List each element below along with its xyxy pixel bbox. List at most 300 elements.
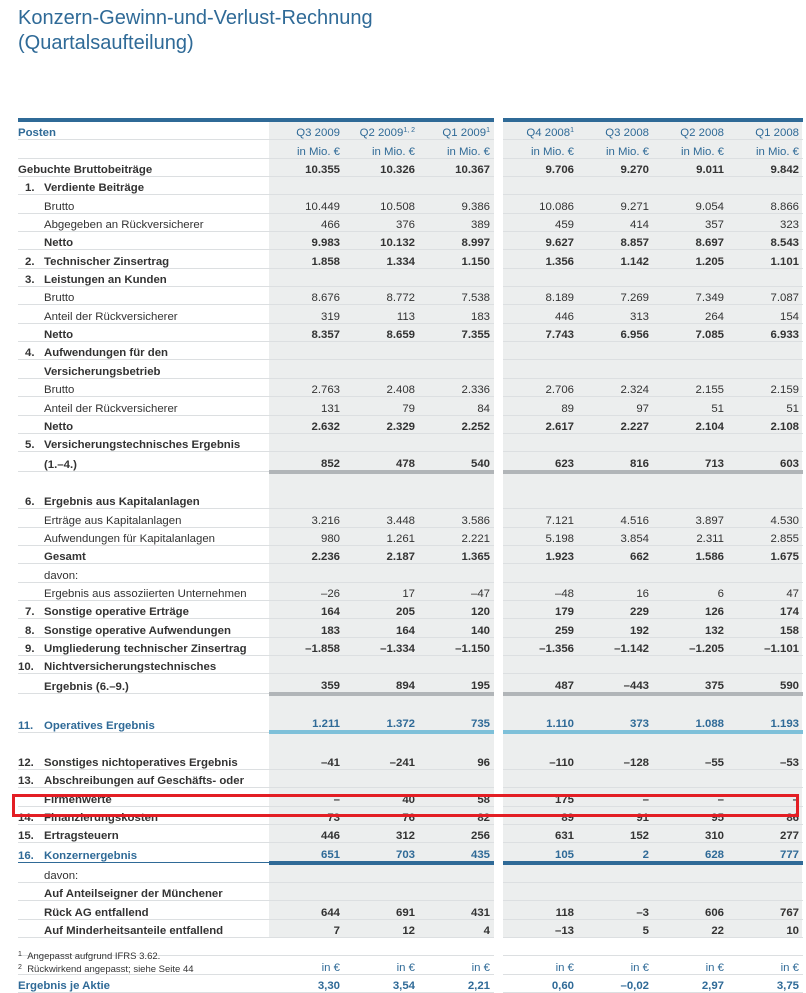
row-label	[18, 713, 269, 732]
row-value: 2	[578, 843, 653, 863]
row-value: 4	[419, 919, 494, 937]
row-value: 8.659	[344, 323, 419, 341]
row-value: 373	[578, 713, 653, 732]
row-value: –26	[269, 582, 344, 600]
row-value	[578, 655, 653, 673]
row-value	[344, 433, 419, 451]
row-value: 113	[344, 305, 419, 323]
table-row	[18, 472, 803, 491]
row-label	[18, 863, 269, 883]
header-col: Q2 2008	[653, 120, 728, 140]
row-value: 2.617	[503, 415, 578, 433]
row-value: 120	[419, 600, 494, 618]
row-label-text: Ergebnis aus assoziierten Unternehmen	[44, 587, 247, 600]
row-value: –1.142	[578, 637, 653, 655]
row-value: 10.132	[344, 232, 419, 250]
row-value: 22	[653, 919, 728, 937]
row-value	[578, 732, 653, 751]
row-value: 312	[344, 825, 419, 843]
row-value	[653, 863, 728, 883]
row-label	[18, 883, 269, 901]
row-value	[728, 863, 803, 883]
row-value	[419, 732, 494, 751]
row-value: 644	[269, 901, 344, 919]
row-value: 154	[728, 305, 803, 323]
row-value: 195	[419, 674, 494, 694]
row-value	[728, 491, 803, 509]
row-value	[578, 938, 653, 956]
table-row	[18, 452, 803, 472]
row-number: 7.	[25, 606, 35, 619]
header-posten: Posten	[18, 120, 269, 140]
row-value	[503, 770, 578, 788]
row-value: 16	[578, 582, 653, 600]
row-value: 375	[653, 674, 728, 694]
row-label-text: Leistungen an Kunden	[44, 274, 167, 287]
row-value	[269, 938, 344, 956]
row-label	[18, 323, 269, 341]
row-value	[578, 491, 653, 509]
row-label	[18, 213, 269, 231]
row-number: 2.	[25, 255, 35, 268]
row-value: 7.355	[419, 323, 494, 341]
row-value: 852	[269, 452, 344, 472]
row-label	[18, 509, 269, 527]
row-label-text: Erträge aus Kapitalanlagen	[44, 514, 182, 527]
row-value	[503, 732, 578, 751]
row-label-text: Auf Minderheitsanteile entfallend	[44, 925, 224, 938]
table-row	[18, 901, 803, 919]
table-row	[18, 919, 803, 937]
row-value: 131	[269, 397, 344, 415]
row-label	[18, 195, 269, 213]
row-value	[269, 177, 344, 195]
row-label	[18, 472, 269, 491]
table-row	[18, 974, 803, 992]
row-value: 73	[269, 806, 344, 824]
row-value: 466	[269, 213, 344, 231]
row-value: 623	[503, 452, 578, 472]
row-value: 1.365	[419, 545, 494, 563]
unit-label: in Mio. €	[653, 140, 728, 158]
row-value	[269, 268, 344, 286]
row-value: 459	[503, 213, 578, 231]
row-value: 628	[653, 843, 728, 863]
row-value: 1.211	[269, 713, 344, 732]
row-label	[18, 637, 269, 655]
table-row	[18, 655, 803, 673]
row-value: 96	[419, 752, 494, 770]
row-value: 12	[344, 919, 419, 937]
income-statement-table	[18, 118, 803, 993]
row-label	[18, 600, 269, 618]
header-col: Q3 2008	[578, 120, 653, 140]
row-value: 1.675	[728, 545, 803, 563]
row-value: 2.155	[653, 378, 728, 396]
row-value: 540	[419, 452, 494, 472]
row-value	[344, 883, 419, 901]
row-label-text: (1.–4.)	[44, 459, 77, 472]
row-value	[269, 732, 344, 751]
row-value: 735	[419, 713, 494, 732]
row-value: –3	[578, 901, 653, 919]
row-label-text: Finanzierungskosten	[44, 812, 158, 825]
row-value: 79	[344, 397, 419, 415]
row-value	[269, 491, 344, 509]
row-value	[728, 564, 803, 582]
row-value: 105	[503, 843, 578, 863]
row-value: 9.842	[728, 158, 803, 176]
row-value: 2.311	[653, 527, 728, 545]
header-col: Q1 2008	[728, 120, 803, 140]
row-number: 13.	[18, 775, 34, 788]
table-row	[18, 619, 803, 637]
row-label	[18, 268, 269, 286]
row-value	[503, 268, 578, 286]
row-value: 1.858	[269, 250, 344, 268]
row-label-text: Netto	[44, 420, 74, 433]
table-row	[18, 232, 803, 250]
row-value	[419, 938, 494, 956]
row-value: 1.101	[728, 250, 803, 268]
row-label	[18, 825, 269, 843]
row-value: 0,60	[503, 974, 578, 992]
row-value: 8.697	[653, 232, 728, 250]
row-value: –241	[344, 752, 419, 770]
row-value: 2.236	[269, 545, 344, 563]
row-label-text: Verdiente Beiträge	[44, 182, 145, 195]
row-label	[18, 360, 269, 378]
row-label-text: davon:	[44, 569, 79, 582]
row-value: 89	[503, 397, 578, 415]
row-value: 7.085	[653, 323, 728, 341]
row-value: 7.087	[728, 287, 803, 305]
row-value: –128	[578, 752, 653, 770]
row-value: 310	[653, 825, 728, 843]
row-label-text: Firmenwerte	[44, 793, 112, 806]
row-label-text: Rück AG entfallend	[44, 906, 149, 919]
row-value	[653, 655, 728, 673]
row-value: 89	[503, 806, 578, 824]
row-value: 1.372	[344, 713, 419, 732]
row-value: 8.857	[578, 232, 653, 250]
row-value: 8.357	[269, 323, 344, 341]
row-number: 8.	[25, 624, 35, 637]
row-value: 2.763	[269, 378, 344, 396]
row-value: 631	[503, 825, 578, 843]
row-value: 703	[344, 843, 419, 863]
row-label-text: Operatives Ergebnis	[44, 719, 155, 732]
table-row	[18, 158, 803, 176]
row-value: 2.187	[344, 545, 419, 563]
row-value: 2.336	[419, 378, 494, 396]
row-value	[653, 938, 728, 956]
row-value: 9.706	[503, 158, 578, 176]
row-value: 3.448	[344, 509, 419, 527]
row-value: 1.923	[503, 545, 578, 563]
row-value	[344, 268, 419, 286]
table-row	[18, 788, 803, 806]
row-value: 8.543	[728, 232, 803, 250]
row-number: 5.	[25, 439, 35, 452]
table-row	[18, 694, 803, 713]
row-value: 7	[269, 919, 344, 937]
row-value: 7.121	[503, 509, 578, 527]
row-value	[419, 472, 494, 491]
row-value: –	[653, 788, 728, 806]
table-row	[18, 674, 803, 694]
row-value	[344, 938, 419, 956]
row-value: 6.933	[728, 323, 803, 341]
row-value: 2.252	[419, 415, 494, 433]
row-value: 205	[344, 600, 419, 618]
header-col: Q1 2009$^1$	[419, 120, 494, 140]
row-value: 8.772	[344, 287, 419, 305]
row-label	[18, 843, 269, 863]
row-value	[728, 655, 803, 673]
row-label	[18, 732, 269, 751]
row-value	[578, 360, 653, 378]
row-value: 2.159	[728, 378, 803, 396]
row-value: –443	[578, 674, 653, 694]
row-value	[419, 883, 494, 901]
row-value	[269, 694, 344, 713]
unit-row	[18, 140, 803, 158]
row-value: 7.349	[653, 287, 728, 305]
row-value: 40	[344, 788, 419, 806]
row-label	[18, 177, 269, 195]
row-value: 9.270	[578, 158, 653, 176]
row-value: 431	[419, 901, 494, 919]
row-value: 2.329	[344, 415, 419, 433]
row-label	[18, 901, 269, 919]
row-label	[18, 305, 269, 323]
row-value	[503, 433, 578, 451]
row-value	[269, 883, 344, 901]
row-value: in €	[419, 956, 494, 974]
row-value: –0,02	[578, 974, 653, 992]
row-value: –1.858	[269, 637, 344, 655]
row-value: 95	[653, 806, 728, 824]
row-label-text: Netto	[44, 329, 74, 342]
table-row	[18, 545, 803, 563]
row-value: 2,21	[419, 974, 494, 992]
table-row	[18, 378, 803, 396]
row-number: 12.	[18, 757, 34, 770]
row-label	[18, 397, 269, 415]
row-label	[18, 232, 269, 250]
row-value: 1.261	[344, 527, 419, 545]
row-value: 446	[503, 305, 578, 323]
row-value: 446	[269, 825, 344, 843]
row-value	[728, 177, 803, 195]
row-value	[653, 268, 728, 286]
row-label-text: Aufwendungen für Kapitalanlagen	[44, 532, 215, 545]
row-value: 7.743	[503, 323, 578, 341]
table-row	[18, 713, 803, 732]
table-row	[18, 770, 803, 788]
row-value: 435	[419, 843, 494, 863]
row-label	[18, 974, 269, 992]
table-row	[18, 177, 803, 195]
row-value: in €	[344, 956, 419, 974]
row-label	[18, 788, 269, 806]
row-value: 319	[269, 305, 344, 323]
row-value: 816	[578, 452, 653, 472]
row-value: 9.627	[503, 232, 578, 250]
table-row	[18, 342, 803, 360]
row-label-text: Sonstige operative Aufwendungen	[44, 624, 231, 637]
row-label-text: Netto	[44, 237, 74, 250]
row-value: 1.193	[728, 713, 803, 732]
row-value: 164	[344, 619, 419, 637]
row-value: 259	[503, 619, 578, 637]
row-value	[503, 883, 578, 901]
row-value: 4.516	[578, 509, 653, 527]
table-row	[18, 491, 803, 509]
row-value: –1.334	[344, 637, 419, 655]
row-number: 9.	[25, 642, 35, 655]
row-value: 2,97	[653, 974, 728, 992]
unit-label: in Mio. €	[269, 140, 344, 158]
row-value: 126	[653, 600, 728, 618]
row-label-text: Versicherungstechnisches Ergebnis	[44, 439, 241, 452]
row-label-text: Ergebnis (6.–9.)	[44, 681, 129, 694]
row-label	[18, 806, 269, 824]
row-value: 8.676	[269, 287, 344, 305]
row-value: 2.104	[653, 415, 728, 433]
row-value	[728, 732, 803, 751]
row-value	[419, 360, 494, 378]
header-col: Q3 2009	[269, 120, 344, 140]
row-value: –	[578, 788, 653, 806]
row-value: 174	[728, 600, 803, 618]
row-value	[269, 472, 344, 491]
table-row	[18, 564, 803, 582]
row-label	[18, 545, 269, 563]
row-value	[503, 491, 578, 509]
row-value	[344, 863, 419, 883]
row-value: 264	[653, 305, 728, 323]
row-value: 2.108	[728, 415, 803, 433]
row-value	[419, 863, 494, 883]
row-value: 2.408	[344, 378, 419, 396]
row-value	[419, 342, 494, 360]
row-value: 140	[419, 619, 494, 637]
row-value	[653, 342, 728, 360]
table-row	[18, 527, 803, 545]
row-value	[269, 342, 344, 360]
table-row	[18, 397, 803, 415]
row-value: 414	[578, 213, 653, 231]
row-value: 980	[269, 527, 344, 545]
row-value	[653, 177, 728, 195]
row-value: in €	[578, 956, 653, 974]
row-value	[419, 491, 494, 509]
row-label-text: Ergebnis aus Kapitalanlagen	[44, 496, 200, 509]
row-label-text: Abschreibungen auf Geschäfts- oder	[44, 775, 245, 788]
table-row	[18, 582, 803, 600]
row-value: 17	[344, 582, 419, 600]
table-row	[18, 883, 803, 901]
row-label-text: Ertragsteuern	[44, 830, 119, 843]
row-value: 229	[578, 600, 653, 618]
table-row	[18, 806, 803, 824]
row-value	[728, 268, 803, 286]
row-value: 6	[653, 582, 728, 600]
row-value	[269, 655, 344, 673]
row-value: 2.706	[503, 378, 578, 396]
row-value: 47	[728, 582, 803, 600]
row-value: 2.324	[578, 378, 653, 396]
row-value: –110	[503, 752, 578, 770]
row-value	[728, 938, 803, 956]
row-value	[344, 472, 419, 491]
row-value: 1.334	[344, 250, 419, 268]
row-value	[503, 694, 578, 713]
row-value	[344, 564, 419, 582]
row-value: 662	[578, 545, 653, 563]
row-value: 487	[503, 674, 578, 694]
row-label	[18, 655, 269, 673]
row-value: 84	[419, 397, 494, 415]
row-value: in €	[269, 956, 344, 974]
row-label-text: Sonstige operative Erträge	[44, 606, 189, 619]
row-value: 82	[419, 806, 494, 824]
row-label-text: Konzernergebnis	[44, 850, 138, 863]
row-value: 1.142	[578, 250, 653, 268]
row-label	[18, 433, 269, 451]
row-value	[578, 564, 653, 582]
row-label	[18, 770, 269, 788]
row-label	[18, 378, 269, 396]
table-row	[18, 195, 803, 213]
row-value: –47	[419, 582, 494, 600]
row-value: 713	[653, 452, 728, 472]
row-value	[503, 863, 578, 883]
row-value: –1.205	[653, 637, 728, 655]
row-value	[653, 564, 728, 582]
row-value	[653, 472, 728, 491]
table-row	[18, 323, 803, 341]
row-value: –	[269, 788, 344, 806]
row-value: 51	[653, 397, 728, 415]
row-value: in €	[503, 956, 578, 974]
row-label	[18, 694, 269, 713]
row-value: 86	[728, 806, 803, 824]
row-value: 1.356	[503, 250, 578, 268]
row-value: 357	[653, 213, 728, 231]
row-value	[653, 360, 728, 378]
header-col: Q2 2009$^{1, 2}$	[344, 120, 419, 140]
row-value	[419, 268, 494, 286]
row-value: 4.530	[728, 509, 803, 527]
row-value	[419, 177, 494, 195]
row-value: 3.854	[578, 527, 653, 545]
row-value: 8.997	[419, 232, 494, 250]
row-label	[18, 491, 269, 509]
row-value: 894	[344, 674, 419, 694]
row-label	[18, 919, 269, 937]
row-value: 313	[578, 305, 653, 323]
row-label	[18, 619, 269, 637]
row-value: 10.367	[419, 158, 494, 176]
row-value	[578, 177, 653, 195]
footnote-2: $^2$ Rückwirkend angepasst; siehe Seite 44	[18, 964, 194, 975]
row-value	[728, 883, 803, 901]
row-value	[578, 883, 653, 901]
table-row	[18, 305, 803, 323]
